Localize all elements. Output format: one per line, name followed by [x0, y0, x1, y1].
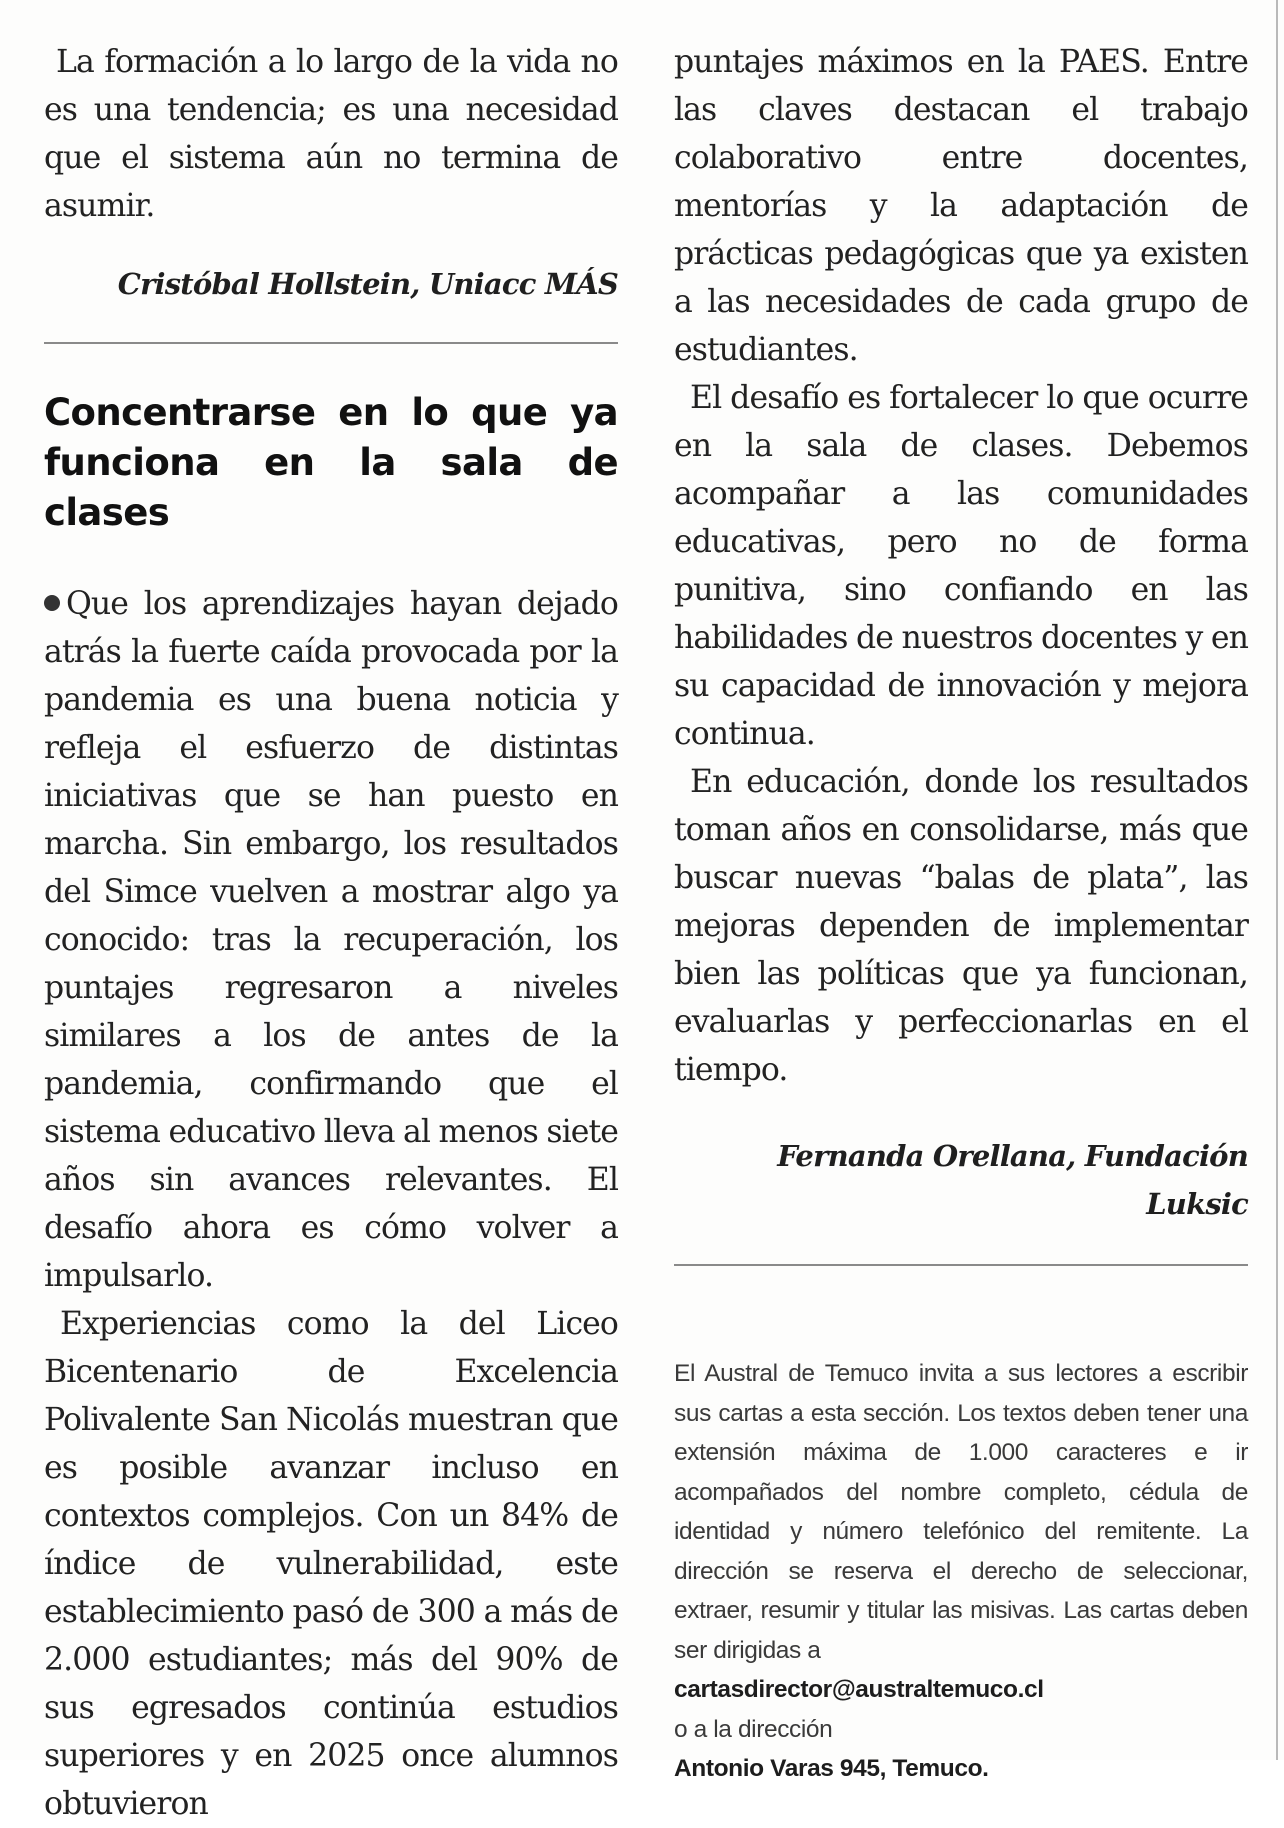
letters-notice [674, 1354, 1248, 1789]
letter-paragraph-2: Experiencias como la del Liceo Bicentenario de Excelencia Polivalente San Nicolás muestran que es posible avanzar incluso en contextos complejos. Con un 84% de índice de vulnerabilidad, este establecimiento pasó de 300 a más de 2.000 estudiantes; más del 90% de sus egresados continúa estudios superiores y en 2025 once alumnos obtuvieron [44, 1306, 618, 1822]
letter-headline: Concentrarse en lo que ya funciona en la sala de clases [44, 391, 618, 534]
signature-orellana: Fernanda Orellana, Fundación Luksic [777, 1139, 1248, 1221]
left-column [44, 38, 618, 1828]
signature-hollstein: Cristóbal Hollstein, Uniacc MÁS [117, 267, 618, 301]
letter-paragraph-1: Que los aprendizajes hayan dejado atrás la fuerte caída provocada por la pandemia es una buena noticia y refleja el esfuerzo de distintas iniciativas que se han puesto en marcha. Sin embargo, los resultados del Simce vuelven a mostrar algo ya conocido: tras la recuperación, los puntajes regresaron a niveles similares a los de antes de la pandemia, confirmando que el sistema educativo lleva al menos siete años sin avances relevantes. El desafío ahora es cómo volver a impulsarlo. [44, 586, 618, 1294]
right-column [674, 38, 1248, 1789]
page-edge [1276, 0, 1278, 1760]
notice-text: El Austral de Temuco invita a sus lectores a escribir sus cartas a esta sección. Los textos deben tener una extensión máxima de 1.000 caracteres e ir acompañados del nombre completo, cédula de identidad y número telefónico del remitente. La dirección se reserva el derecho de seleccionar, extraer, resumir y titular las misivas. Las cartas deben ser dirigidas a [674, 1360, 1248, 1664]
notice-email: cartasdirector@australtemuco.cl [674, 1676, 1044, 1703]
section-divider-right [674, 1264, 1248, 1266]
section-divider [44, 342, 618, 344]
letter-paragraph-3: El desafío es fortalecer lo que ocurre en la sala de clases. Debemos acompañar a las comunidades educativas, pero no de forma punitiva, sino confiando en las habilidades de nuestros docentes y en su capacidad de innovación y mejora continua. [674, 380, 1248, 752]
notice-address: Antonio Varas 945, Temuco. [674, 1755, 989, 1782]
letter-paragraph-continued: puntajes máximos en la PAES. Entre las claves destacan el trabajo colaborativo entre docentes, mentorías y la adaptación de prácticas pedagógicas que ya existen a las necesidades de cada grupo de estudiantes. [674, 44, 1248, 368]
previous-letter-closing: La formación a lo largo de la vida no es una tendencia; es una necesidad que el sistema aún no termina de asumir. [44, 44, 618, 224]
bullet-icon [44, 595, 60, 611]
letter-paragraph-4: En educación, donde los resultados toman años en consolidarse, más que buscar nuevas “balas de plata”, las mejoras dependen de implementar bien las políticas que ya funcionan, evaluarlas y perfeccionarlas en el tiempo. [674, 764, 1248, 1088]
notice-or-address: o a la dirección [674, 1715, 833, 1743]
